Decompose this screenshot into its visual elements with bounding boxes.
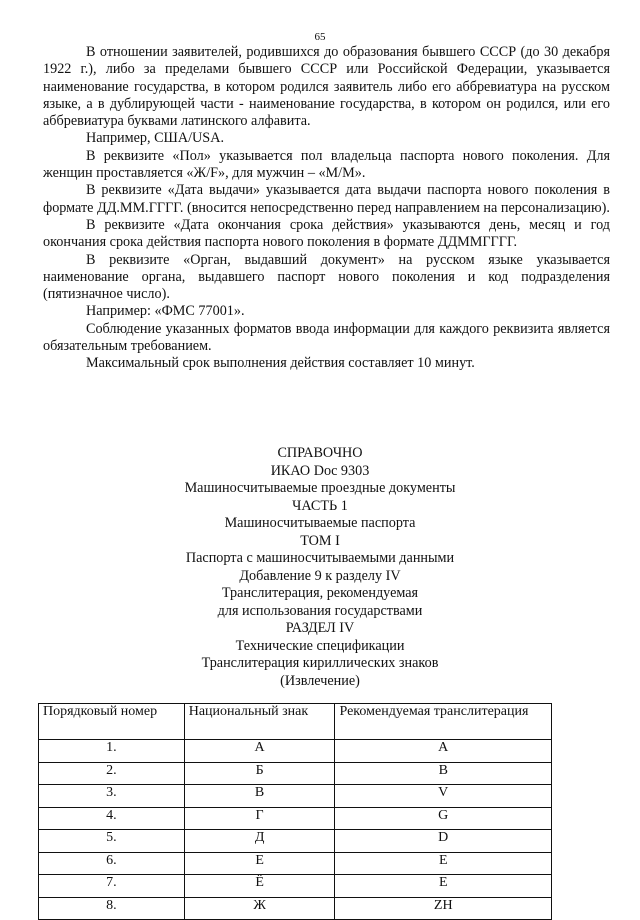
transliteration: D <box>335 830 552 853</box>
header-sequence-number: Порядковый номер <box>39 704 185 740</box>
national-sign: Ё <box>184 875 335 898</box>
reference-line: Машиносчитываемые проездные документы <box>184 480 456 496</box>
transliteration: G <box>335 807 552 830</box>
paragraph-example-usa: Например, США/USA. <box>86 130 224 147</box>
table-row <box>39 875 552 898</box>
reference-line: Добавление 9 к разделу IV <box>239 567 401 584</box>
reference-line: СПРАВОЧНО <box>277 445 363 461</box>
row-number: 7. <box>39 875 185 898</box>
row-number: 5. <box>39 830 185 853</box>
paragraph-max-duration: Максимальный срок выполнения действия составляет 10 минут. <box>86 355 475 372</box>
paragraph-example-fms: Например: «ФМС 77001». <box>86 303 245 320</box>
reference-line: Технические спецификации <box>235 637 405 654</box>
table-row <box>39 897 552 920</box>
national-sign: Б <box>184 762 335 785</box>
reference-line: ИКАО Doc 9303 <box>270 462 370 479</box>
row-number: 2. <box>39 762 185 785</box>
reference-line: Транслитерация кириллических знаков <box>201 655 439 671</box>
national-sign: Ж <box>184 897 335 920</box>
header-national-sign: Национальный знак <box>184 704 335 740</box>
transliteration: E <box>335 875 552 898</box>
table-row <box>39 830 552 853</box>
reference-line: Машиносчитываемые паспорта <box>224 515 416 531</box>
transliteration-table <box>38 703 552 920</box>
reference-line: ЧАСТЬ 1 <box>292 497 348 514</box>
table-row <box>39 852 552 875</box>
reference-block <box>0 445 640 690</box>
paragraph-format-requirement: Соблюдение указанных форматов ввода информации для каждого реквизита является обязательным требованием. <box>43 320 610 355</box>
national-sign: В <box>184 785 335 808</box>
reference-line: Паспорта с машиносчитываемыми данными <box>185 550 455 566</box>
paragraph-applicant-birth-state: В отношении заявителей, родившихся до образования бывшего СССР (до 30 декабря 1922 г.), либо за пределами бывшего СССР или Российской Федерации, указывается наименование государства, в котором родился заявитель либо его аббревиатура на русском языке, а в дублирующей части - наименование государства, в котором он родился, или его аббревиатура буквами латинского алфавита. <box>43 44 610 130</box>
row-number: 8. <box>39 897 185 920</box>
table-header-row <box>39 704 552 740</box>
reference-line: для использования государствами <box>217 602 423 619</box>
reference-line: ТОМ I <box>300 532 340 549</box>
reference-line: РАЗДЕЛ IV <box>285 620 355 636</box>
table-row <box>39 785 552 808</box>
table-row <box>39 740 552 763</box>
reference-line: Транслитерация, рекомендуемая <box>221 585 419 601</box>
transliteration: E <box>335 852 552 875</box>
row-number: 4. <box>39 807 185 830</box>
national-sign: Г <box>184 807 335 830</box>
table-row <box>39 762 552 785</box>
transliteration: A <box>335 740 552 763</box>
national-sign: Д <box>184 830 335 853</box>
reference-line: (Извлечение) <box>280 672 360 689</box>
row-number: 1. <box>39 740 185 763</box>
row-number: 3. <box>39 785 185 808</box>
page-number: 65 <box>314 31 326 43</box>
national-sign: А <box>184 740 335 763</box>
transliteration: ZH <box>335 897 552 920</box>
paragraph-issue-date: В реквизите «Дата выдачи» указывается дата выдачи паспорта нового поколения в формате ДД.ММ.ГГГГ. (вносится непосредственно перед направлением на персонализацию). <box>43 182 610 216</box>
header-recommended-transliteration: Рекомендуемая транслитерация <box>335 704 552 740</box>
row-number: 6. <box>39 852 185 875</box>
transliteration: V <box>335 785 552 808</box>
paragraph-sex-field: В реквизите «Пол» указывается пол владельца паспорта нового поколения. Для женщин проставляется «Ж/F», для мужчин – «М/M». <box>43 147 610 182</box>
paragraph-expiry-date: В реквизите «Дата окончания срока действия» указываются день, месяц и год окончания срока действия паспорта нового поколения в формате ДДММГГГГ. <box>43 216 610 251</box>
paragraph-issuing-authority: В реквизите «Орган, выдавший документ» на русском языке указывается наименование органа, выдавшего паспорт нового поколения и код подразделения (пятизначное число). <box>43 251 610 303</box>
instruction-text <box>43 44 610 373</box>
national-sign: Е <box>184 852 335 875</box>
transliteration: B <box>335 762 552 785</box>
table-row <box>39 807 552 830</box>
